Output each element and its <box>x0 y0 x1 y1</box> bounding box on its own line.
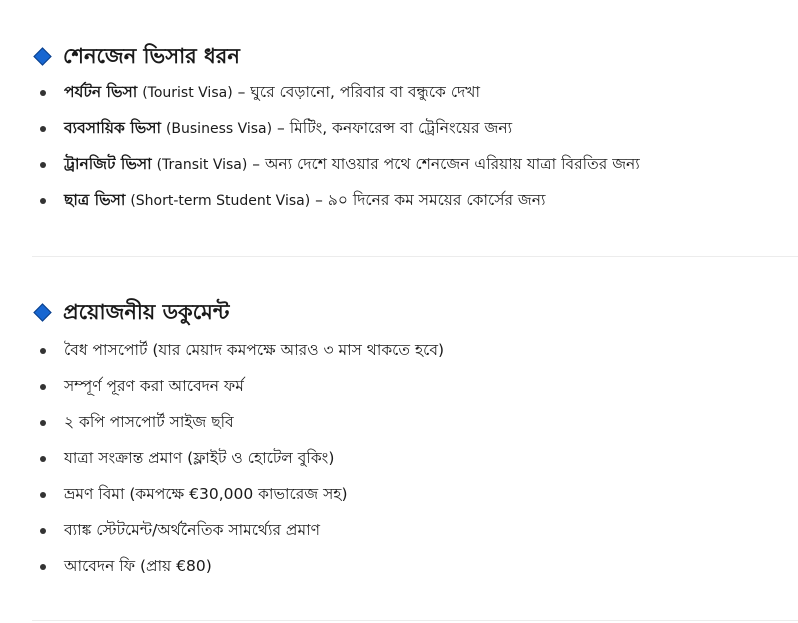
documents-heading-text: প্রয়োজনীয় ডকুমেন্ট <box>63 300 230 324</box>
diamond-icon <box>33 303 51 321</box>
visa-types-list <box>32 74 798 218</box>
visa-type-english: (Tourist Visa) <box>142 85 233 101</box>
section-divider <box>32 256 798 257</box>
visa-type-description: – ৯০ দিনের কম সময়ের কোর্সের জন্য <box>310 191 546 209</box>
list-item: আবেদন ফি (প্রায় €80) <box>32 548 798 584</box>
visa-type-description: – ঘুরে বেড়ানো, পরিবার বা বন্ধুকে দেখা <box>232 83 480 101</box>
section-divider <box>32 620 798 621</box>
documents-section <box>32 296 798 584</box>
list-item: যাত্রা সংক্রান্ত প্রমাণ (ফ্লাইট ও হোটেল বুকিং) <box>32 440 798 476</box>
visa-type-description: – মিটিং, কনফারেন্স বা ট্রেনিংয়ের জন্য <box>272 119 513 137</box>
visa-type-english: (Business Visa) <box>165 121 273 137</box>
visa-type-term: ট্রানজিট ভিসা <box>64 155 152 173</box>
visa-type-description: – অন্য দেশে যাওয়ার পথে শেনজেন এরিয়ায় যাত্রা বিরতির জন্য <box>247 155 640 173</box>
visa-type-term: পর্যটন ভিসা <box>64 83 138 101</box>
list-item: সম্পূর্ণ পূরণ করা আবেদন ফর্ম <box>32 368 798 404</box>
list-item: বৈধ পাসপোর্ট (যার মেয়াদ কমপক্ষে আরও ৩ মাস থাকতে হবে) <box>32 332 798 368</box>
diamond-icon <box>33 47 51 65</box>
visa-types-heading-text: শেনজেন ভিসার ধরন <box>63 44 240 68</box>
documents-heading <box>32 296 798 328</box>
visa-types-section <box>32 40 798 218</box>
list-item <box>32 182 798 218</box>
visa-type-english: (Transit Visa) <box>156 157 248 173</box>
list-item: ২ কপি পাসপোর্ট সাইজ ছবি <box>32 404 798 440</box>
list-item <box>32 146 798 182</box>
visa-type-english: (Short-term Student Visa) <box>130 193 311 209</box>
list-item <box>32 74 798 110</box>
visa-types-heading <box>32 40 798 72</box>
visa-type-term: ছাত্র ভিসা <box>64 191 126 209</box>
documents-list <box>32 332 798 584</box>
list-item: ব্যাঙ্ক স্টেটমেন্ট/অর্থনৈতিক সামর্থ্যের প্রমাণ <box>32 512 798 548</box>
list-item: ভ্রমণ বিমা (কমপক্ষে €30,000 কাভারেজ সহ) <box>32 476 798 512</box>
visa-type-term: ব্যবসায়িক ভিসা <box>64 119 162 137</box>
list-item <box>32 110 798 146</box>
